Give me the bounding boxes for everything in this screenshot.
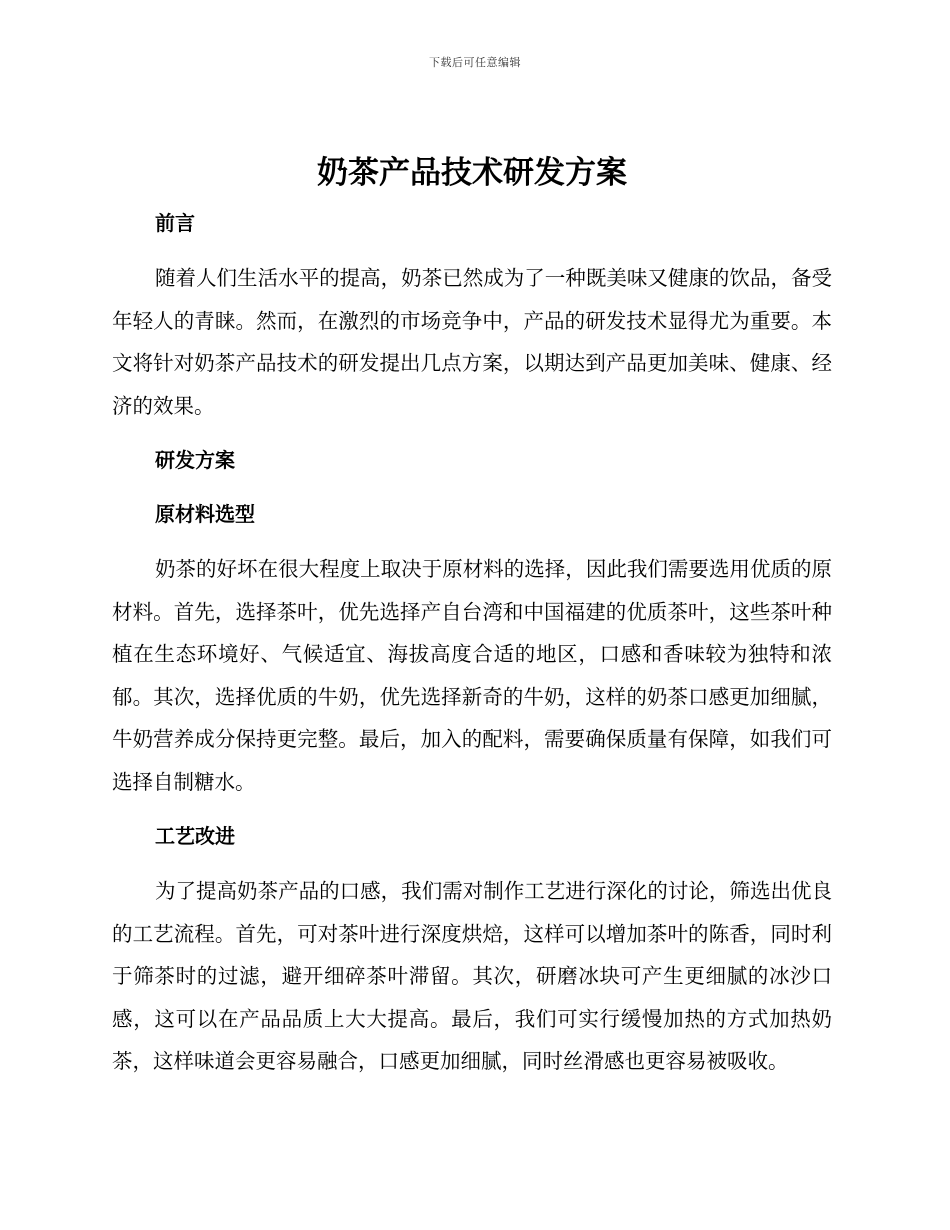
document-title: 奶茶产品技术研发方案 xyxy=(317,155,627,191)
paragraph-process-improvement: 为了提高奶茶产品的口感，我们需对制作工艺进行深化的讨论，筛选出优良的工艺流程。首先，可对茶叶进行深度烘焙，这样可以增加茶叶的陈香，同时利于筛茶时的过滤，避开细碎茶叶滞留。其次，研磨冰块可产生更细腻的冰沙口感，这可以在产品品质上大大提高。最后，我们可实行缓慢加热的方式加热奶茶，这样味道会更容易融合，口感更加细腻，同时丝滑感也更容易被吸收。 xyxy=(112,879,832,1073)
section-heading-preface: 前言 xyxy=(155,211,195,235)
paragraph-raw-materials: 奶茶的好坏在很大程度上取决于原材料的选择，因此我们需要选用优质的原材料。首先，选择茶叶，优先选择产自台湾和中国福建的优质茶叶，这些茶叶种植在生态环境好、气候适宜、海拔高度合适的地区，口感和香味较为独特和浓郁。其次，选择优质的牛奶，优先选择新奇的牛奶，这样的奶茶口感更加细腻，牛奶营养成分保持更完整。最后，加入的配料，需要确保质量有保障，如我们可选择自制糖水。 xyxy=(112,557,832,794)
section-heading-rd-plan: 研发方案 xyxy=(155,448,235,472)
document-body xyxy=(112,150,832,1083)
paragraph-preface: 随着人们生活水平的提高，奶茶已然成为了一种既美味又健康的饮品，备受年轻人的青睐。然而，在激烈的市场竞争中，产品的研发技术显得尤为重要。本文将针对奶茶产品技术的研发提出几点方案，以期达到产品更加美味、健康、经济的效果。 xyxy=(112,266,832,418)
section-heading-raw-materials: 原材料选型 xyxy=(155,502,255,526)
page-header-note: 下载后可任意编辑 xyxy=(429,56,521,69)
section-heading-process-improvement: 工艺改进 xyxy=(155,824,235,848)
